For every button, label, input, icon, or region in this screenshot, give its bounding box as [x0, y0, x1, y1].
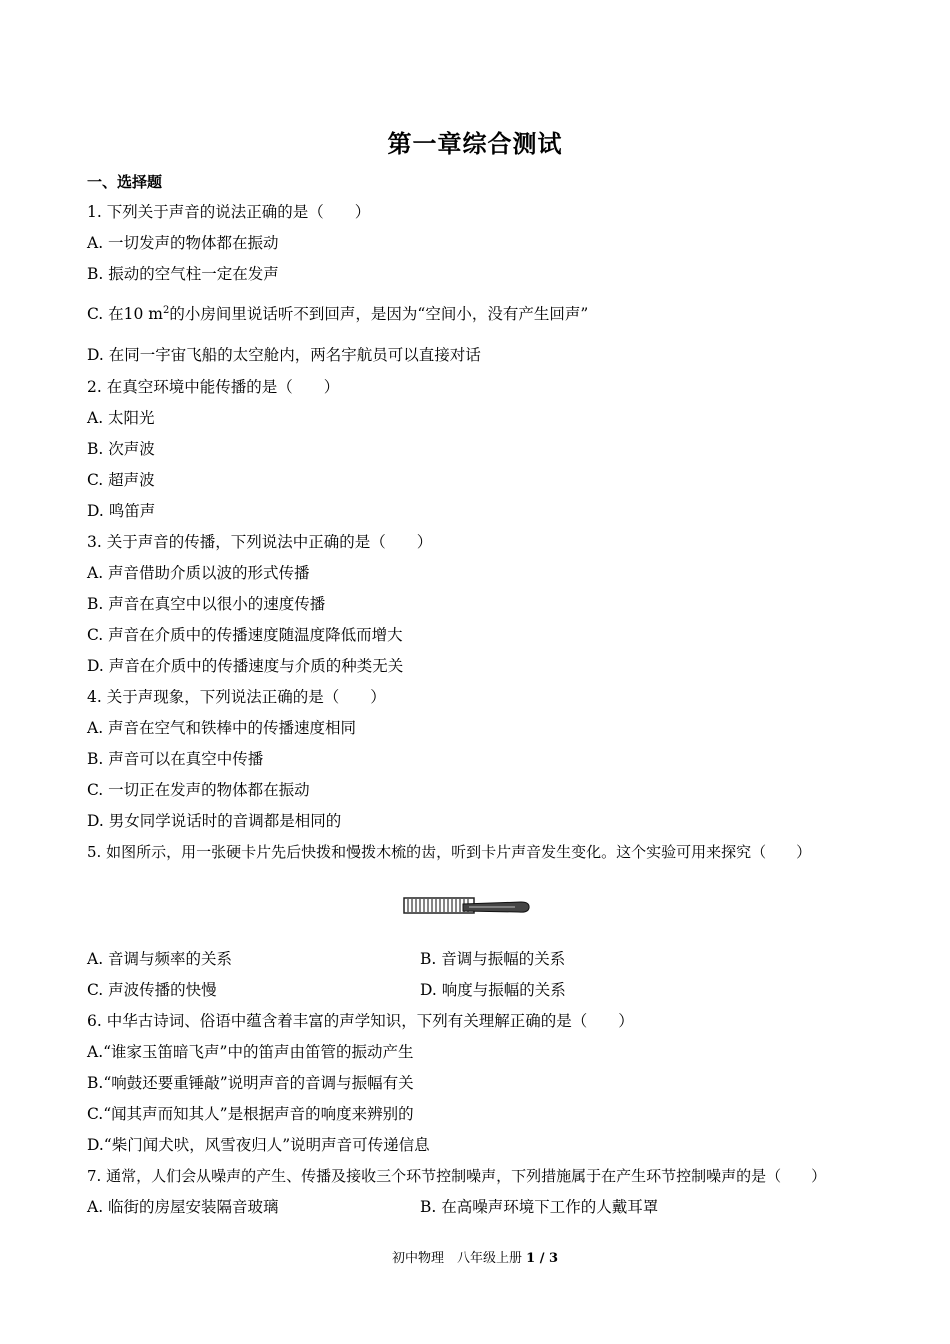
question-stem: 2. 在真空环境中能传播的是（ ）: [87, 378, 340, 396]
option: A. 音调与频率的关系: [87, 950, 233, 968]
question-stem: 1. 下列关于声音的说法正确的是（ ）: [87, 203, 371, 221]
question-stem: 4. 关于声现象，下列说法正确的是（ ）: [87, 688, 386, 706]
option: D.“柴门闻犬吠，风雪夜归人”说明声音可传递信息: [87, 1136, 430, 1154]
option: D. 男女同学说话时的音调都是相同的: [87, 812, 342, 830]
option-text: 的小房间里说话听不到回声，是因为“空间小，没有产生回声”: [169, 305, 589, 323]
page-number: 1 / 3: [526, 1251, 559, 1266]
option: B. 振动的空气柱一定在发声: [87, 265, 279, 283]
option: D. 鸣笛声: [87, 502, 156, 520]
option: C. 声波传播的快慢: [87, 981, 217, 999]
page-footer: [0, 1247, 950, 1266]
option: A. 声音借助介质以波的形式传播: [87, 564, 310, 582]
option: D. 在同一宇宙飞船的太空舱内，两名宇航员可以直接对话: [87, 346, 481, 364]
question-stem: 7. 通常，人们会从噪声的产生、传播及接收三个环节控制噪声，下列措施属于在产生环节控制噪声的是（ ）: [87, 1167, 827, 1185]
option: B. 声音可以在真空中传播: [87, 750, 264, 768]
option: A.“谁家玉笛暗飞声”中的笛声由笛管的振动产生: [87, 1043, 414, 1061]
option: B. 音调与振幅的关系: [420, 950, 566, 968]
option: D. 声音在介质中的传播速度与介质的种类无关: [87, 657, 404, 675]
option: B. 声音在真空中以很小的速度传播: [87, 595, 326, 613]
option: A. 声音在空气和铁棒中的传播速度相同: [87, 719, 357, 737]
option: B. 在高噪声环境下工作的人戴耳罩: [420, 1198, 659, 1216]
option: A. 临街的房屋安装隔音玻璃: [87, 1198, 279, 1216]
option: A. 一切发声的物体都在振动: [87, 234, 279, 252]
question-stem: 6. 中华古诗词、俗语中蕴含着丰富的声学知识，下列有关理解正确的是（ ）: [87, 1012, 634, 1030]
option: [87, 304, 588, 324]
option: B. 次声波: [87, 440, 155, 458]
option: C. 一切正在发声的物体都在振动: [87, 781, 310, 799]
option: C.“闻其声而知其人”是根据声音的响度来辨别的: [87, 1105, 414, 1123]
option: A. 太阳光: [87, 409, 155, 427]
question-stem: 5. 如图所示，用一张硬卡片先后快拨和慢拨木梳的齿，听到卡片声音发生变化。这个实验可用来探究（ ）: [87, 843, 812, 861]
option: C. 超声波: [87, 471, 155, 489]
option-text: C. 在10 m: [87, 305, 164, 323]
section-heading: 一、选择题: [87, 173, 163, 191]
option: C. 声音在介质中的传播速度随温度降低而增大: [87, 626, 403, 644]
page-title: 第一章综合测试: [387, 130, 563, 158]
option: B.“响鼓还要重锤敲”说明声音的音调与振幅有关: [87, 1074, 414, 1092]
comb-card-figure: [403, 893, 531, 919]
footer-text: 初中物理 八年级上册: [391, 1251, 522, 1266]
option: D. 响度与振幅的关系: [420, 981, 566, 999]
question-stem: 3. 关于声音的传播，下列说法中正确的是（ ）: [87, 533, 433, 551]
superscript: 2: [163, 304, 170, 316]
